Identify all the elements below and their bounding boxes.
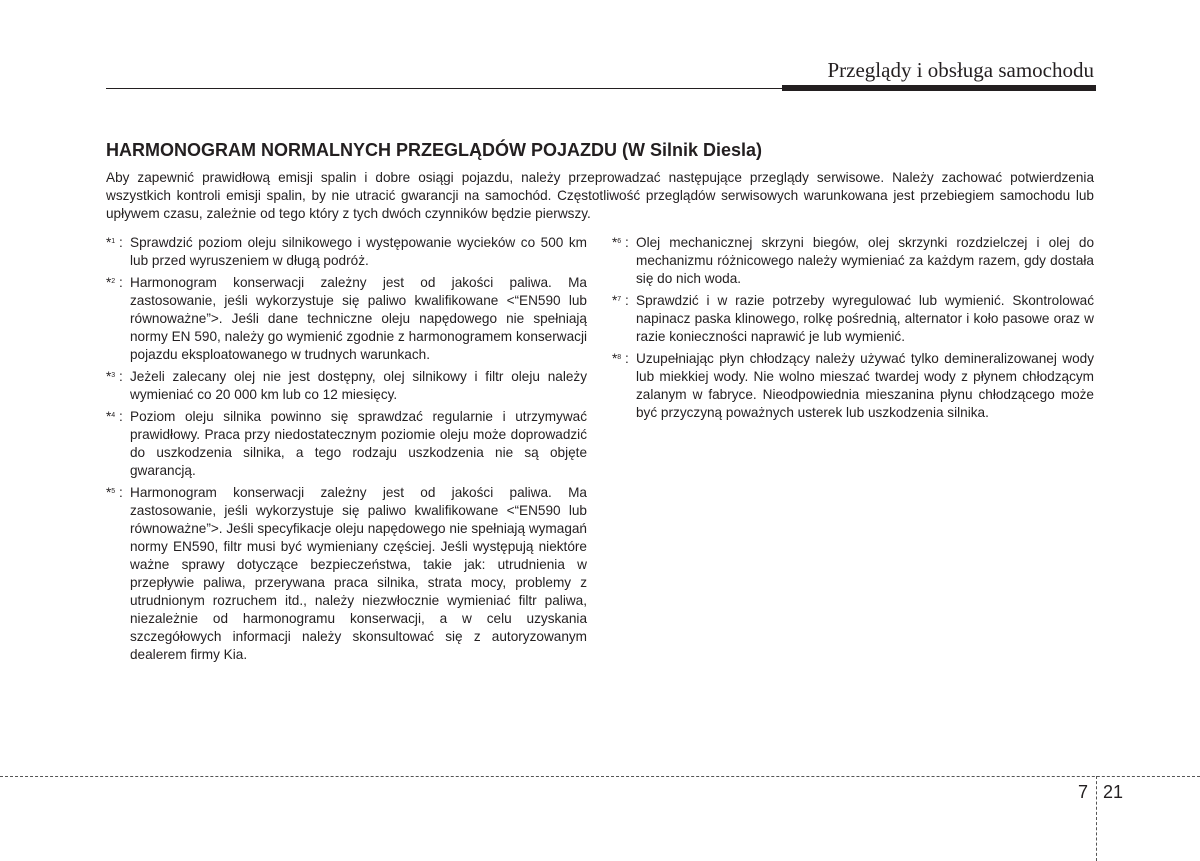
note-text: Uzupełniając płyn chłodzący należy używać tylko demineralizowanej wody lub miekkiej wody. Nie wolno mieszać twardej wody z płynem chłodzącym zalanym w fabryce. Nieodpowiednia mieszanina płynu chłodzącego może być przyczyną poważnych usterek lub uszkodzenia silnika.: [636, 351, 1094, 420]
note-marker: *$^5$ :: [106, 485, 123, 500]
note-2: [106, 274, 587, 364]
note-marker: *$^3$ :: [106, 369, 123, 384]
note-text: Olej mechanicznej skrzyni biegów, olej skrzynki rozdzielczej i olej do mechanizmu różnicowego należy wymieniać za każdym razem, gdy dostała się do nich woda.: [636, 235, 1094, 286]
header-rule-thick: [782, 85, 1096, 91]
footer-dashed-line: [0, 776, 1200, 777]
note-3: [106, 368, 587, 404]
note-marker: *$^8$ :: [612, 351, 629, 366]
note-marker: *$^1$ :: [106, 235, 123, 250]
note-marker: *$^7$ :: [612, 293, 629, 308]
note-text: Harmonogram konserwacji zależny jest od jakości paliwa. Ma zastosowanie, jeśli wykorzystuje się paliwo kwalifikowane <“EN590 lub równoważne”>. Jeśli specyfikacje oleju napędowego nie spełniają wymagań normy EN590, filtr musi być wymieniany częściej. Jeśli występują niektóre ważne sprawy dotyczące bezpieczeństwa, takie jak: utrudnienia w przepływie paliwa, przerywana praca silnika, strata mocy, problemy z utrudnionym rozruchem itd., należy niezwłocznie wymieniać filtr paliwa, niezależnie od harmonogramu konserwacji, a w celu uzyskania szczegółowych informacji należy skonsultować się z autoryzowanym dealerem firmy Kia.: [130, 485, 587, 662]
note-text: Poziom oleju silnika powinno się sprawdzać regularnie i utrzymywać prawidłowy. Praca przy niedostatecznym poziomie oleju może doprowadzić do uszkodzenia silnika, a tego rodzaju uszkodzenia nie są objęte gwarancją.: [130, 409, 587, 478]
note-marker: *$^4$ :: [106, 409, 123, 424]
section-title: Przeglądy i obsługa samochodu: [827, 58, 1094, 82]
chapter-number: 7: [1078, 782, 1089, 802]
page-number: 21: [1103, 782, 1124, 802]
note-text: Harmonogram konserwacji zależny jest od jakości paliwa. Ma zastosowanie, jeśli wykorzystuje się paliwo kwalifikowane <“EN590 lub równoważne”>. Jeśli dane techniczne oleju napędowego nie spełniają normy EN 590, należy go wymienić zgodnie z harmonogramem konserwacji pojazdu eksploatowanego w trudnych warunkach.: [130, 275, 587, 362]
note-6: [612, 234, 1094, 288]
note-text: Sprawdzić i w razie potrzeby wyregulować lub wymienić. Skontrolować napinacz paska klinowego, rolkę pośrednią, alternator i koło pasowe oraz w razie konieczności naprawić je lub wymienić.: [636, 293, 1094, 344]
note-marker: *$^2$ :: [106, 275, 123, 290]
page-heading: HARMONOGRAM NORMALNYCH PRZEGLĄDÓW POJAZDU (W Silnik Diesla): [106, 140, 763, 160]
footer-dashed-divider: [1096, 776, 1097, 861]
note-text: Jeżeli zalecany olej nie jest dostępny, olej silnikowy i filtr oleju należy wymieniać co 20 000 km lub co 12 miesięcy.: [130, 369, 587, 402]
intro-paragraph: Aby zapewnić prawidłową emisji spalin i dobre osiągi pojazdu, należy przeprowadzać następujące przeglądy serwisowe. Należy zachować potwierdzenia wszystkich kontroli emisji spalin, by nie utracić gwarancji na samochód. Częstotliwość przeglądów serwisowych warunkowana jest przebiegiem samochodu lub upływem czasu, zależnie od tego który z tych dwóch czynników będzie pierwszy.: [106, 170, 1094, 221]
header-rule-thin: [106, 88, 782, 89]
note-text: Sprawdzić poziom oleju silnikowego i występowanie wycieków co 500 km lub przed wyruszeniem w długą podróż.: [130, 235, 587, 268]
note-5: [106, 484, 587, 664]
notes-column-left: [106, 234, 587, 668]
note-1: [106, 234, 587, 270]
notes-column-right: [612, 234, 1094, 426]
note-7: [612, 292, 1094, 346]
note-4: [106, 408, 587, 480]
note-marker: *$^6$ :: [612, 235, 629, 250]
note-8: [612, 350, 1094, 422]
